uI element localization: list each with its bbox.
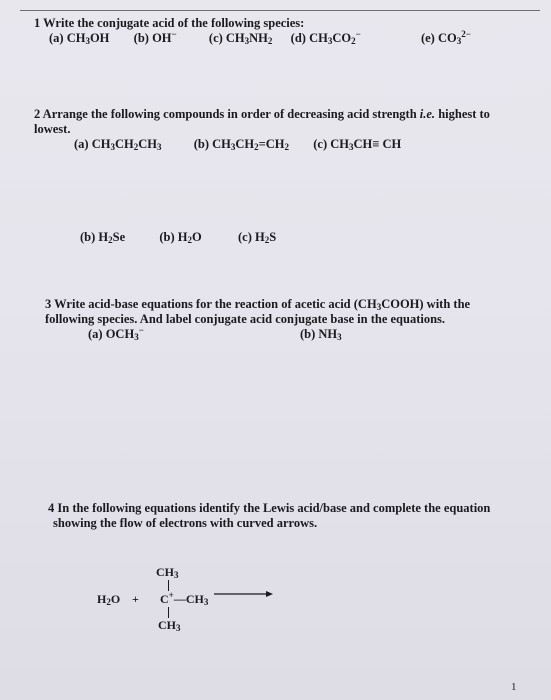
- q1-options: [49, 31, 471, 45]
- reactant-water: $H_2O$: [97, 592, 121, 607]
- carbocation-top-group: $CH_3$: [156, 565, 179, 580]
- q4-prompt-line1: 4 In the following equations identify the Lewis acid/base and complete the equation: [48, 501, 491, 515]
- q3-option-b: (b) $NH_3$: [300, 327, 342, 342]
- q1-option-b: (b) OH−: [133, 29, 177, 45]
- q2-option-c2: (c) $H_2S$: [238, 230, 277, 245]
- page-number: 1: [511, 681, 517, 693]
- q4-prompt-line2: showing the flow of electrons with curved arrows.: [53, 516, 318, 530]
- q1-option-d: (d) $CH_3CO_2^-$: [290, 29, 361, 46]
- q3-option-a: (a) $OCH_3^-$: [88, 325, 144, 342]
- q2-option-b2: (b) $H_2Se$: [80, 230, 126, 245]
- q2-prompt-line2: lowest.: [34, 122, 71, 136]
- q1-option-e: (e) $CO_3^{2-}$: [420, 29, 471, 46]
- reaction-arrow-icon: [214, 588, 274, 600]
- q3-prompt-line1: 3 Write acid-base equations for the reaction of acetic acid $(CH_3COOH)$ with the: [45, 297, 471, 312]
- q2-options-row1: [74, 137, 401, 151]
- q2-option-c: (c) $CH_3CH\equiv$ CH: [313, 137, 402, 152]
- q3-prompt-line2: following species. And label conjugate acid conjugate base in the equations.: [45, 312, 446, 326]
- q2-option-b: (b) $CH_3CH_2=CH_2$: [193, 137, 289, 152]
- q1-prompt: 1 Write the conjugate acid of the following species:: [34, 16, 305, 30]
- top-rule: [20, 10, 540, 11]
- q2-option-b3: (b) $H_2O$: [159, 230, 202, 245]
- bond-bottom: [168, 607, 169, 618]
- q1-option-a: (a) $CH_3OH$: [49, 31, 110, 46]
- carbocation-bottom-group: $CH_3$: [158, 618, 181, 633]
- q2-options-row2: [80, 230, 276, 244]
- plus-sign: +: [132, 592, 139, 606]
- q2-prompt-line1: 2 Arrange the following compounds in order of decreasing acid strength i.e. highest to: [34, 107, 490, 121]
- q2-option-a: (a) $CH_3CH_2CH_3$: [74, 137, 162, 152]
- carbocation-center: $C^+—CH_3$: [160, 590, 209, 607]
- q1-option-c: (c) $CH_3NH_2$: [208, 31, 273, 46]
